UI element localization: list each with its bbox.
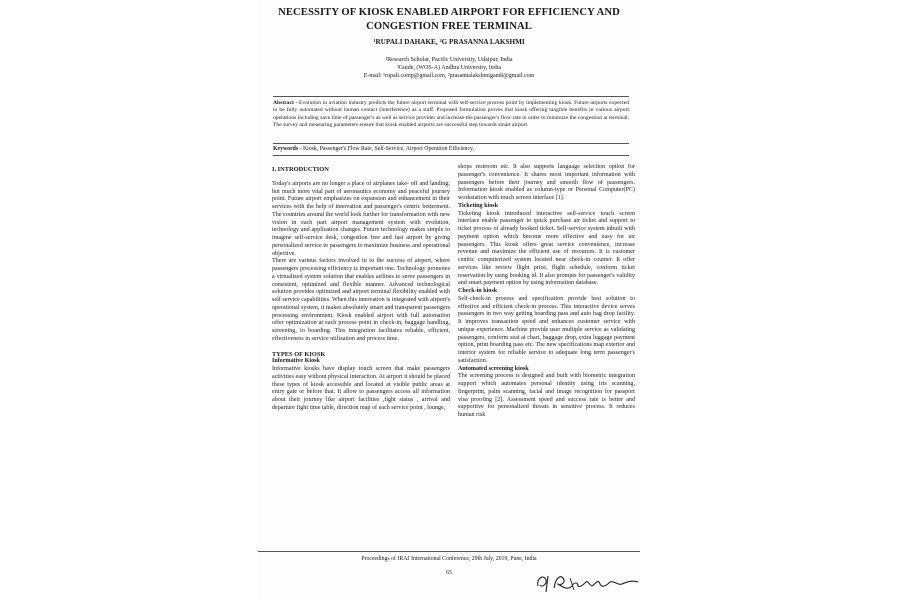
title-line-1: NECESSITY OF KIOSK ENABLED AIRPORT FOR EFFICIENCY AND: [278, 7, 620, 18]
affiliation-1: ¹Research Scholar, Pacific University, Udaipur, India: [385, 57, 513, 63]
keywords-label: Keywords -: [273, 146, 302, 152]
intro-paragraph-1: Today's airports are no longer a place of airplanes take- off and landing; but much more vital part of aeronautics economy and peaceful journey point. Future airport emphasizes on expansion and enhancement in their services with the help of innovation and passenger's centric betterment. The countries around the world look further for transformation with new vision in each part airport management system with evolution, technology and application changes. Future technology makes simple to imagine self-service desk, congestion free and fast airport by giving personalized service to passengers to maximize business and operational objective.: [272, 180, 450, 257]
page-number: 65: [446, 570, 452, 576]
intro-paragraph-2: There are various factors involved in to the success of airport, where passengers processing efficiency is important one. Technology promotes a virtualized system solution that enables airlines to serve passengers in consistent, optimized and flexible manner. Advanced technological solution provides optimized and airport terminal flexibility enabled with self service capabilities. When this innovation is integrated with airport's operational system, it makes absolutely smart and transparent passengers processing environment. Kiosk enabled airport with full automation offer optimization at each process point in check-in, baggage handling, screening, to boarding. This integration facilitates reliable, efficient, effectiveness in service utilization and process time.: [272, 258, 450, 342]
subheading-ticketing-kiosk: Ticketing kiosk: [458, 202, 499, 209]
ticketing-kiosk-paragraph: Ticketing kiosk introduced interactive self-service touch screen interface enable passenger to quick purchase air ticket and support to ticket process of already booked ticket. Self-service system inbuilt with payment option which become more effective and easy for air passengers. This kiosk offers great service convenience, increase revenue and maximize the efficient use of resources. It is customer centric computerized system located near check-in counter. It offer services like review flight price, flight schedule, conform ticket reservation by using booking id. It also prompts for passenger's validity and smart payment option by using information database.: [458, 210, 635, 287]
author-emails: E-mail: ¹rupali.comp@gmail.com, ²prasannalakshmigandi@gmail.com: [363, 72, 535, 79]
left-column: [272, 166, 450, 413]
title-line-2: CONGESTION FREE TERMINAL: [366, 21, 532, 32]
keywords: [273, 143, 629, 156]
abstract-label: Abstract -: [273, 100, 298, 106]
checkin-kiosk-paragraph: Self-check-in process and specification provide best solution to effective and efficient check-in process. This interactive device serves passengers in two way getting boarding pass and auto bag drop facility. It improves transaction speed and enhances customer service with unique experience. Machine provide user multiple service as validating passengers, conform seat at chart, baggage drop, extra luggage payment option, print boarding pass etc. The new specifications map exterior and interior system for reliable service to adequate long term passenger's satisfaction.: [458, 295, 635, 364]
abstract: [273, 96, 629, 130]
section-heading-introduction: I. INTRODUCTION: [272, 166, 329, 173]
section-heading-types: TYPES OF KIOSK: [272, 350, 326, 358]
screening-kiosk-paragraph: The screening process is designed and built with biometric integration support which automates personal identity using iris scanning, fingerprint, palm scanning, facial and image recognition for passport visa proofing [2]. Assessment speed and success rate is better and supportive for personalized threats in sensitive process. It reduces human risk: [458, 373, 635, 418]
handwritten-signature: [534, 568, 644, 596]
paper-title: [258, 6, 640, 34]
footer-divider: [258, 551, 640, 552]
right-column: [458, 164, 635, 420]
abstract-text: Evolution in aviation industry predicts the future airport terminal with self-service process point by implementing kiosk. Future airports expected to be fully automated without human contact (interference) as a staff. Proposed formulation proves that kiosk offering tangible benefits in various airport operations including save time of passenger's as well as service provider and increase the passenger's flow rate in order to minimize the congestion at terminal. The survey and measuring parameters ensure that kiosk enabled airports are successful step towards smart airport.: [273, 100, 630, 129]
keywords-text: Kiosk, Passenger's Flow Rate, Self-Service, Airport Operation Efficiency.: [301, 146, 474, 152]
affiliation-2: ²Guide, (WOS-A) Andhra University, India: [396, 64, 502, 71]
paper-page: [258, 0, 640, 600]
subheading-informative-kiosk: Informative Kiosk: [272, 358, 320, 365]
subheading-checkin-kiosk: Check-in kiosk: [458, 288, 498, 294]
subheading-screening-kiosk: Automated screening kiosk: [458, 365, 529, 372]
informative-kiosk-paragraph: Informative kiosks have display touch screen that make passengers activities easy without physical interaction. At airport it should be placed these types of kiosk accessible and located at visible public areas at entry gate or before that. It allow to passengers access all information about their journey like airport facilities ,fight status , arrival and departure fight time table, direction map of each service point , lounge,: [272, 366, 450, 411]
authors: ¹RUPALI DAHAKE, ²G PRASANNA LAKSHMI: [373, 38, 525, 46]
informative-kiosk-continued: shops restroom etc. It also supports language selection option for passenger's convenience. It shares most important information with passengers before their journey and smooth flow of passengers. Information kiosk enabled as column-type or Personal Computer(PC) workstation with touch screen interface [1].: [458, 164, 635, 201]
affiliations: [258, 57, 640, 80]
proceedings-footer: Proceedings of IRAJ International Conference, 29th July, 2019, Pune, India: [361, 556, 537, 562]
